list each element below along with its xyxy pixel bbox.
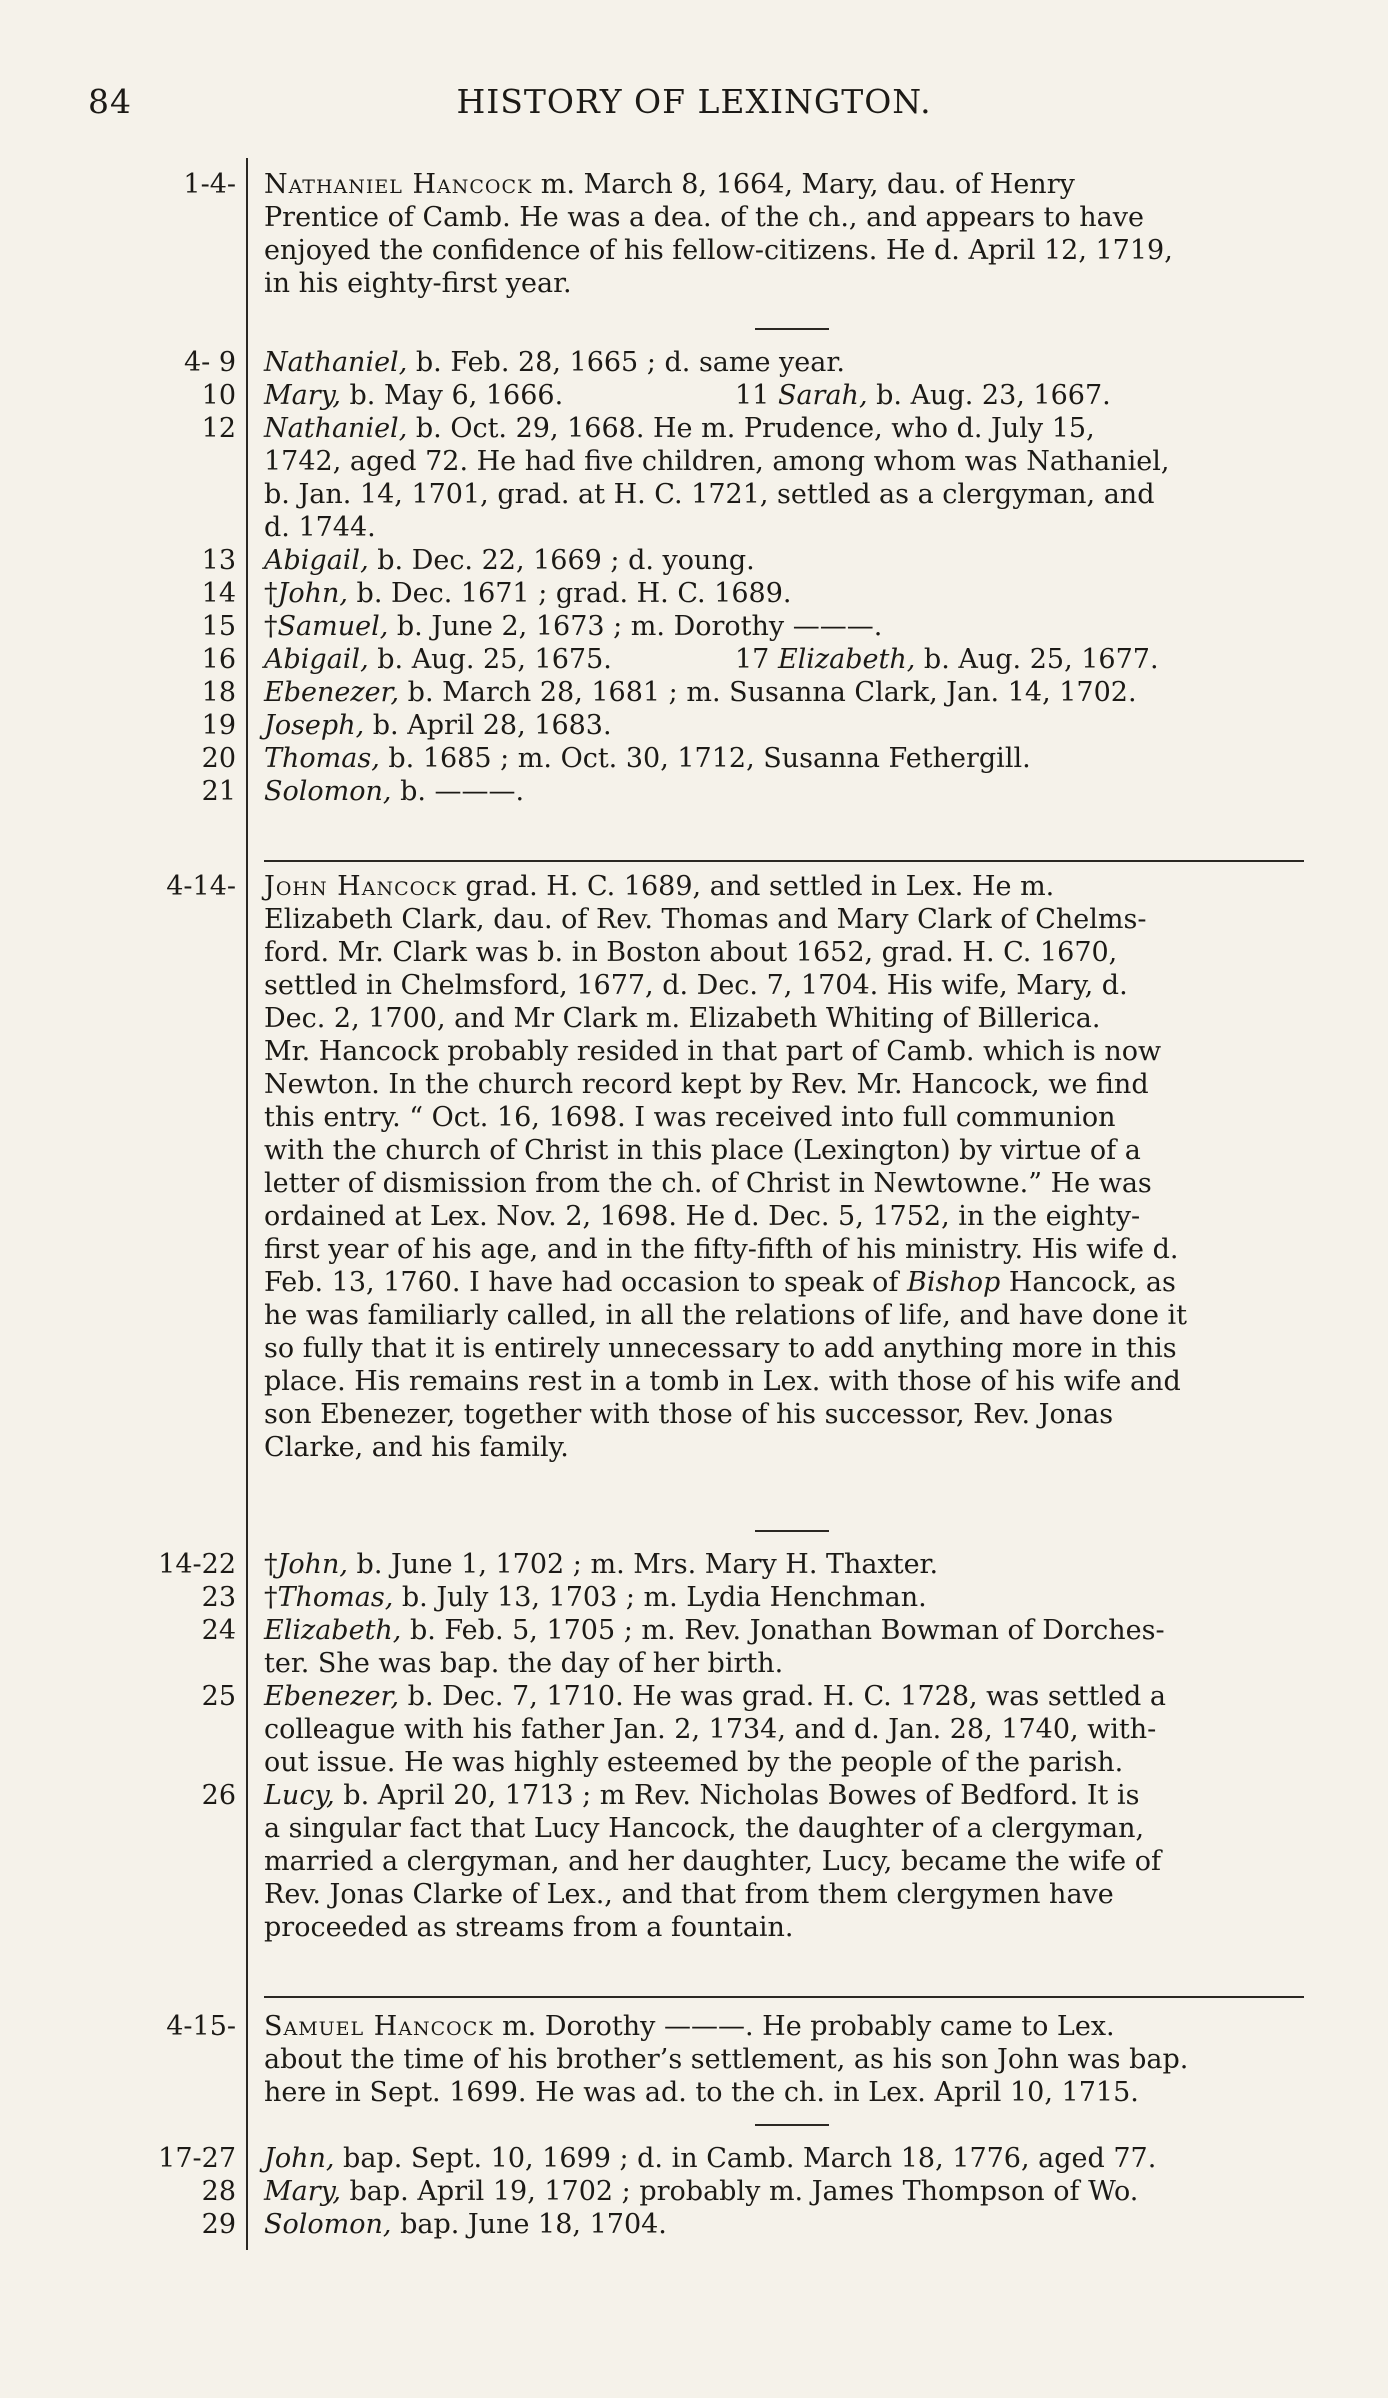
child-entry: [0, 775, 1388, 808]
child-text: [264, 1680, 1304, 1713]
running-title: HISTORY OF LEXINGTON.: [456, 82, 932, 121]
child-details: b. Feb. 5, 1705 ; m. Rev. Jonathan Bowman of Dorches-: [401, 1615, 1165, 1646]
entry-label: 1-4-: [183, 169, 236, 200]
child-details: b. Dec. 1671 ; grad. H. C. 1689.: [347, 578, 792, 609]
paragraph-line: this entry. “ Oct. 16, 1698. I was received into full communion: [264, 1102, 1116, 1133]
paragraph-line: son Ebenezer, together with those of his successor, Rev. Jonas: [264, 1399, 1114, 1430]
entry-heading: John Hancock: [264, 871, 457, 902]
child-number: 23: [201, 1582, 236, 1613]
child-details: out issue. He was highly esteemed by the people of the parish.: [264, 1747, 1124, 1778]
child-text: [264, 742, 1304, 775]
child-name: Nathaniel,: [264, 413, 408, 444]
child-text: [264, 1878, 1304, 1911]
paragraph-line: Dec. 2, 1700, and Mr Clark m. Elizabeth Whiting of Billerica.: [264, 1003, 1101, 1034]
child-number: 15: [201, 611, 236, 642]
child-text: [264, 346, 1304, 379]
child-number: 16: [201, 644, 236, 675]
child-details: b. June 2, 1673 ; m. Dorothy ———.: [388, 611, 883, 642]
child-number: 28: [201, 2176, 236, 2207]
child-text: [264, 412, 1304, 445]
entry-heading: Nathaniel Hancock: [264, 169, 533, 200]
child-entry: [0, 1911, 1388, 1944]
child-details: b. Aug. 25, 1675.: [368, 644, 612, 675]
paragraph-line: about the time of his brother’s settlement, as his son John was bap.: [264, 2044, 1189, 2075]
child-entry: [0, 2175, 1388, 2208]
child-details: bap. June 18, 1704.: [391, 2209, 667, 2240]
child-details: b. March 28, 1681 ; m. Susanna Clark, Jan. 14, 1702.: [399, 677, 1137, 708]
paragraph-line: place. His remains rest in a tomb in Lex. with those of his wife and: [264, 1366, 1181, 1397]
child-name: Sarah,: [777, 380, 868, 411]
child-details: b. Aug. 23, 1667.: [867, 380, 1111, 411]
child-name: Elizabeth,: [264, 1615, 402, 1646]
child-entry: [0, 676, 1388, 709]
child-details: b. Dec. 7, 1710. He was grad. H. C. 1728, was settled a: [399, 1681, 1166, 1712]
child-entry: [0, 2142, 1388, 2175]
dagger-mark: †: [264, 611, 278, 642]
paragraph-line: here in Sept. 1699. He was ad. to the ch. in Lex. April 10, 1715.: [264, 2077, 1139, 2108]
child-name: Joseph,: [264, 710, 365, 741]
child-details: ter. She was bap. the day of her birth.: [264, 1648, 784, 1679]
child-number: 18: [201, 677, 236, 708]
child-details: b. Feb. 28, 1665 ; d. same year.: [407, 347, 845, 378]
child-text: [264, 1911, 1304, 1944]
child-text-second: [735, 379, 1305, 412]
child-number: 14-22: [158, 1549, 236, 1580]
child-details: b. July 13, 1703 ; m. Lydia Henchman.: [393, 1582, 927, 1613]
child-entry: [0, 643, 1388, 676]
paragraph-line: so fully that it is entirely unnecessary to add anything more in this: [264, 1333, 1177, 1364]
page-number: 84: [88, 82, 132, 121]
section-divider: [755, 328, 829, 330]
child-details: d. 1744.: [264, 512, 376, 543]
entry-paragraph: Nathaniel Hancock m. March 8, 1664, Mary, dau. of Henry: [264, 169, 1075, 200]
paragraph-line: Clarke, and his family.: [264, 1432, 569, 1463]
child-number: 29: [201, 2209, 236, 2240]
child-name: Abigail,: [264, 545, 369, 576]
child-entry: [0, 1779, 1388, 1812]
child-details: b. 1685 ; m. Oct. 30, 1712, Susanna Fethergill.: [379, 743, 1031, 774]
child-entry: [0, 511, 1388, 544]
child-entry: [0, 544, 1388, 577]
child-name: Nathaniel,: [264, 347, 408, 378]
child-text: [264, 2175, 1304, 2208]
paragraph-line: in his eighty-first year.: [264, 268, 572, 299]
child-details: b. May 6, 1666.: [340, 380, 564, 411]
child-text: [264, 676, 1304, 709]
child-name: Solomon,: [264, 2209, 392, 2240]
child-entry: [0, 1614, 1388, 1647]
child-name: John,: [264, 2143, 335, 2174]
child-text: [264, 610, 1304, 643]
child-text: [264, 1845, 1304, 1878]
child-name: Thomas,: [277, 1582, 394, 1613]
child-name: Ebenezer,: [264, 1681, 400, 1712]
child-text: [264, 1581, 1304, 1614]
paragraph-line: letter of dismission from the ch. of Christ in Newtowne.” He was: [264, 1168, 1152, 1199]
paragraph-line: Feb. 13, 1760. I have had occasion to speak of Bishop Hancock, as: [264, 1267, 1176, 1298]
paragraph-line: first year of his age, and in the fifty-fifth of his ministry. His wife d.: [264, 1234, 1179, 1265]
entry-label: 4-14-: [166, 871, 236, 902]
child-details: colleague with his father Jan. 2, 1734, and d. Jan. 28, 1740, with-: [264, 1714, 1157, 1745]
child-entry: [0, 445, 1388, 478]
child-entry: [0, 478, 1388, 511]
child-details: b. Dec. 22, 1669 ; d. young.: [368, 545, 755, 576]
child-name: Solomon,: [264, 776, 392, 807]
child-number: 12: [201, 413, 236, 444]
paragraph-line: Prentice of Camb. He was a dea. of the ch., and appears to have: [264, 202, 1144, 233]
child-number: 19: [201, 710, 236, 741]
child-text-second: [735, 643, 1305, 676]
dagger-mark: †: [264, 1549, 278, 1580]
child-number: 21: [201, 776, 236, 807]
child-details: married a clergyman, and her daughter, Lucy, became the wife of: [264, 1846, 1161, 1877]
child-number: 26: [201, 1780, 236, 1811]
entry-nathaniel-hancock: [0, 168, 1388, 300]
child-entry: [0, 1812, 1388, 1845]
child-number: 17-27: [158, 2143, 236, 2174]
child-name: Mary,: [264, 380, 341, 411]
child-entry: [0, 1647, 1388, 1680]
child-name: John,: [277, 1549, 348, 1580]
child-text: [264, 1713, 1304, 1746]
child-number: 24: [201, 1615, 236, 1646]
paragraph-line: ford. Mr. Clark was b. in Boston about 1652, grad. H. C. 1670,: [264, 937, 1118, 968]
child-entry: [0, 346, 1388, 379]
child-details: proceeded as streams from a fountain.: [264, 1912, 794, 1943]
child-text: [264, 2142, 1304, 2175]
child-entry: [0, 610, 1388, 643]
entry-samuel-hancock: [0, 2010, 1388, 2109]
child-details: b. April 20, 1713 ; m Rev. Nicholas Bowes of Bedford. It is: [334, 1780, 1140, 1811]
child-entry: [0, 412, 1388, 445]
child-number: 17: [735, 644, 770, 675]
child-entry: [0, 1581, 1388, 1614]
child-details: b. ———.: [391, 776, 525, 807]
child-entry: [0, 2208, 1388, 2241]
child-entry: [0, 1548, 1388, 1581]
child-text: [264, 1614, 1304, 1647]
child-details: a singular fact that Lucy Hancock, the daughter of a clergyman,: [264, 1813, 1145, 1844]
child-text: [264, 709, 1304, 742]
paragraph-line: enjoyed the confidence of his fellow-citizens. He d. April 12, 1719,: [264, 235, 1173, 266]
child-entry: [0, 709, 1388, 742]
child-number: 4- 9: [183, 347, 236, 378]
paragraph-line: with the church of Christ in this place (Lexington) by virtue of a: [264, 1135, 1141, 1166]
child-details: bap. April 19, 1702 ; probably m. James Thompson of Wo.: [340, 2176, 1139, 2207]
entry-john-hancock: [0, 870, 1388, 1464]
children-list: [0, 346, 1388, 808]
child-entry: [0, 742, 1388, 775]
paragraph-line: Newton. In the church record kept by Rev. Mr. Hancock, we find: [264, 1069, 1149, 1100]
italic-term: Bishop: [906, 1267, 1001, 1298]
child-text: [264, 478, 1304, 511]
dagger-mark: †: [264, 1582, 278, 1613]
child-number: 10: [201, 380, 236, 411]
children-list: [0, 2142, 1388, 2241]
child-number: 25: [201, 1681, 236, 1712]
child-details: bap. Sept. 10, 1699 ; d. in Camb. March 18, 1776, aged 77.: [334, 2143, 1157, 2174]
child-text: [264, 1548, 1304, 1581]
paragraph-line: ordained at Lex. Nov. 2, 1698. He d. Dec. 5, 1752, in the eighty-: [264, 1201, 1141, 1232]
child-name: Mary,: [264, 2176, 341, 2207]
paragraph-line: Elizabeth Clark, dau. of Rev. Thomas and Mary Clark of Chelms-: [264, 904, 1147, 935]
entry-paragraph: John Hancock grad. H. C. 1689, and settled in Lex. He m.: [264, 871, 1055, 902]
child-details: 1742, aged 72. He had five children, among whom was Nathaniel,: [264, 446, 1170, 477]
child-text: [264, 1812, 1304, 1845]
entry-paragraph: Samuel Hancock m. Dorothy ———. He probably came to Lex.: [264, 2011, 1115, 2042]
child-name: Ebenezer,: [264, 677, 400, 708]
child-name: John,: [277, 578, 348, 609]
child-text: [264, 1746, 1304, 1779]
child-text: [264, 1779, 1304, 1812]
child-text: [264, 445, 1304, 478]
child-number: 20: [201, 743, 236, 774]
child-number: 11: [735, 380, 770, 411]
child-entry: [0, 379, 1388, 412]
paragraph-line: Mr. Hancock probably resided in that part of Camb. which is now: [264, 1036, 1162, 1067]
child-details: b. June 1, 1702 ; m. Mrs. Mary H. Thaxter.: [347, 1549, 939, 1580]
child-number: 14: [201, 578, 236, 609]
entry-label: 4-15-: [166, 2011, 236, 2042]
child-text: [264, 544, 1304, 577]
child-entry: [0, 1746, 1388, 1779]
child-name: Lucy,: [264, 1780, 335, 1811]
children-list: [0, 1548, 1388, 1944]
paragraph-line: settled in Chelmsford, 1677, d. Dec. 7, 1704. His wife, Mary, d.: [264, 970, 1128, 1001]
dagger-mark: †: [264, 578, 278, 609]
child-details: b. April 28, 1683.: [364, 710, 612, 741]
entry-divider: [264, 1996, 1304, 1998]
child-details: b. Aug. 25, 1677.: [915, 644, 1159, 675]
child-details: b. Jan. 14, 1701, grad. at H. C. 1721, settled as a clergyman, and: [264, 479, 1155, 510]
child-details: b. Oct. 29, 1668. He m. Prudence, who d. July 15,: [407, 413, 1095, 444]
child-text: [264, 511, 1304, 544]
entry-heading: Samuel Hancock: [264, 2011, 494, 2042]
child-entry: [0, 1878, 1388, 1911]
child-entry: [0, 1713, 1388, 1746]
section-divider: [755, 2124, 829, 2126]
child-entry: [0, 1845, 1388, 1878]
child-name: Thomas,: [264, 743, 380, 774]
child-number: 13: [201, 545, 236, 576]
child-text: [264, 577, 1304, 610]
child-entry: [0, 1680, 1388, 1713]
child-name: Samuel,: [277, 611, 389, 642]
entry-divider: [264, 860, 1304, 862]
child-text: [264, 775, 1304, 808]
section-divider: [755, 1530, 829, 1532]
child-name: Abigail,: [264, 644, 369, 675]
child-details: Rev. Jonas Clarke of Lex., and that from them clergymen have: [264, 1879, 1114, 1910]
child-text: [264, 1647, 1304, 1680]
child-entry: [0, 577, 1388, 610]
child-text: [264, 2208, 1304, 2241]
paragraph-line: he was familiarly called, in all the relations of life, and have done it: [264, 1300, 1187, 1331]
child-name: Elizabeth,: [777, 644, 916, 675]
